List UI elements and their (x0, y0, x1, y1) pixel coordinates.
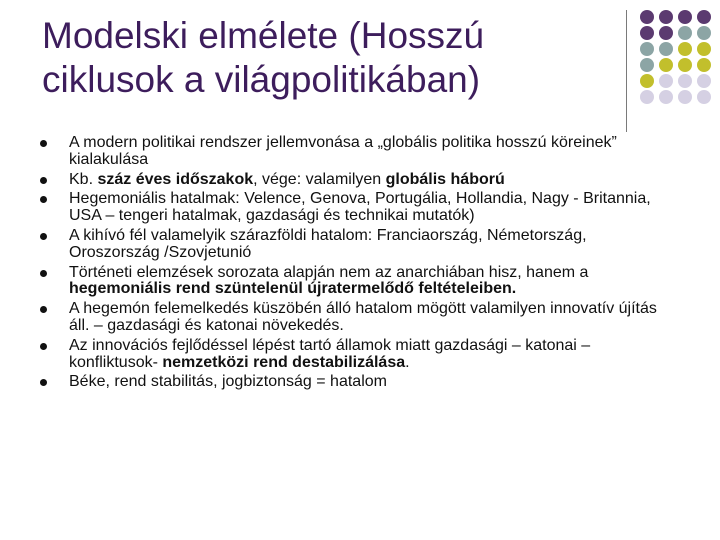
decorative-dot-icon (678, 10, 692, 24)
bullet-text: . (405, 353, 410, 371)
bullet-item (40, 338, 680, 372)
bullet-dot-icon (40, 379, 47, 386)
bullet-item (40, 301, 680, 335)
bullet-item (40, 135, 680, 169)
decorative-dot-icon (678, 42, 692, 56)
decorative-dot-icon (640, 26, 654, 40)
bullet-text: , vége: valamilyen (253, 170, 386, 188)
bullet-text: Kb. (69, 170, 98, 188)
decorative-dot-icon (640, 10, 654, 24)
bullet-text-bold: száz éves időszakok (97, 170, 254, 188)
decorative-dot-icon (678, 58, 692, 72)
decorative-dot-icon (697, 26, 711, 40)
decorative-dot-icon (659, 74, 673, 88)
bullet-item (40, 265, 680, 299)
bullet-text: Történeti elemzések sorozata alapján nem az anarchiában hisz, hanem a (69, 263, 589, 281)
bullet-text: A hegemón felemelkedés küszöbén álló hatalom mögött valamilyen innovatív újítás áll. – gazdasági és katonai növekedés. (69, 300, 657, 334)
decorative-dot-icon (697, 74, 711, 88)
decorative-dot-icon (659, 26, 673, 40)
bullet-item (40, 191, 680, 225)
slide-title (42, 14, 602, 102)
slide-title-line-1: Modelski elmélete (Hosszú (42, 15, 485, 56)
bullet-text: Béke, rend stabilitás, jogbiztonság = hatalom (69, 373, 387, 391)
bullet-item (40, 374, 680, 391)
bullet-list (40, 135, 680, 394)
decorative-dot-icon (678, 74, 692, 88)
decorative-dot-icon (640, 74, 654, 88)
decorative-dot-icon (659, 58, 673, 72)
bullet-dot-icon (40, 177, 47, 184)
bullet-text-bold: hegemoniális rend szüntelenül újratermelődő feltételeiben. (69, 280, 517, 298)
decorative-dot-icon (640, 90, 654, 104)
bullet-text: Hegemoniális hatalmak: Velence, Genova, Portugália, Hollandia, Nagy - Britannia, USA – tengeri hatalmak, gazdasági és technikai mutatók) (69, 190, 651, 225)
bullet-dot-icon (40, 140, 47, 147)
decorative-dot-icon (697, 42, 711, 56)
decorative-dot-grid (640, 10, 720, 110)
bullet-dot-icon (40, 233, 47, 240)
bullet-dot-icon (40, 343, 47, 350)
decorative-dot-icon (640, 42, 654, 56)
vertical-divider (626, 10, 627, 132)
bullet-text: A modern politikai rendszer jellemvonása a „globális politika hosszú köreinek” kialakulása (69, 134, 617, 168)
bullet-item (40, 172, 680, 189)
decorative-dot-icon (678, 90, 692, 104)
bullet-dot-icon (40, 270, 47, 277)
decorative-dot-icon (659, 10, 673, 24)
bullet-item (40, 228, 680, 262)
bullet-text: Az innovációs fejlődéssel lépést tartó államok miatt gazdasági – katonai – konfliktusok- (69, 336, 591, 371)
decorative-dot-icon (697, 10, 711, 24)
bullet-dot-icon (40, 306, 47, 313)
bullet-text-bold: globális háború (385, 170, 505, 188)
bullet-text: A kihívó fél valamelyik szárazföldi hatalom: Franciaország, Németország, Oroszország /Szovjetunió (69, 226, 587, 261)
decorative-dot-icon (659, 90, 673, 104)
decorative-dot-icon (678, 26, 692, 40)
decorative-dot-icon (659, 42, 673, 56)
decorative-dot-icon (640, 58, 654, 72)
slide-title-line-2: ciklusok a világpolitikában) (42, 59, 481, 100)
decorative-dot-icon (697, 90, 711, 104)
bullet-dot-icon (40, 196, 47, 203)
decorative-dot-icon (697, 58, 711, 72)
bullet-text-bold: nemzetközi rend destabilizálása (162, 353, 406, 371)
